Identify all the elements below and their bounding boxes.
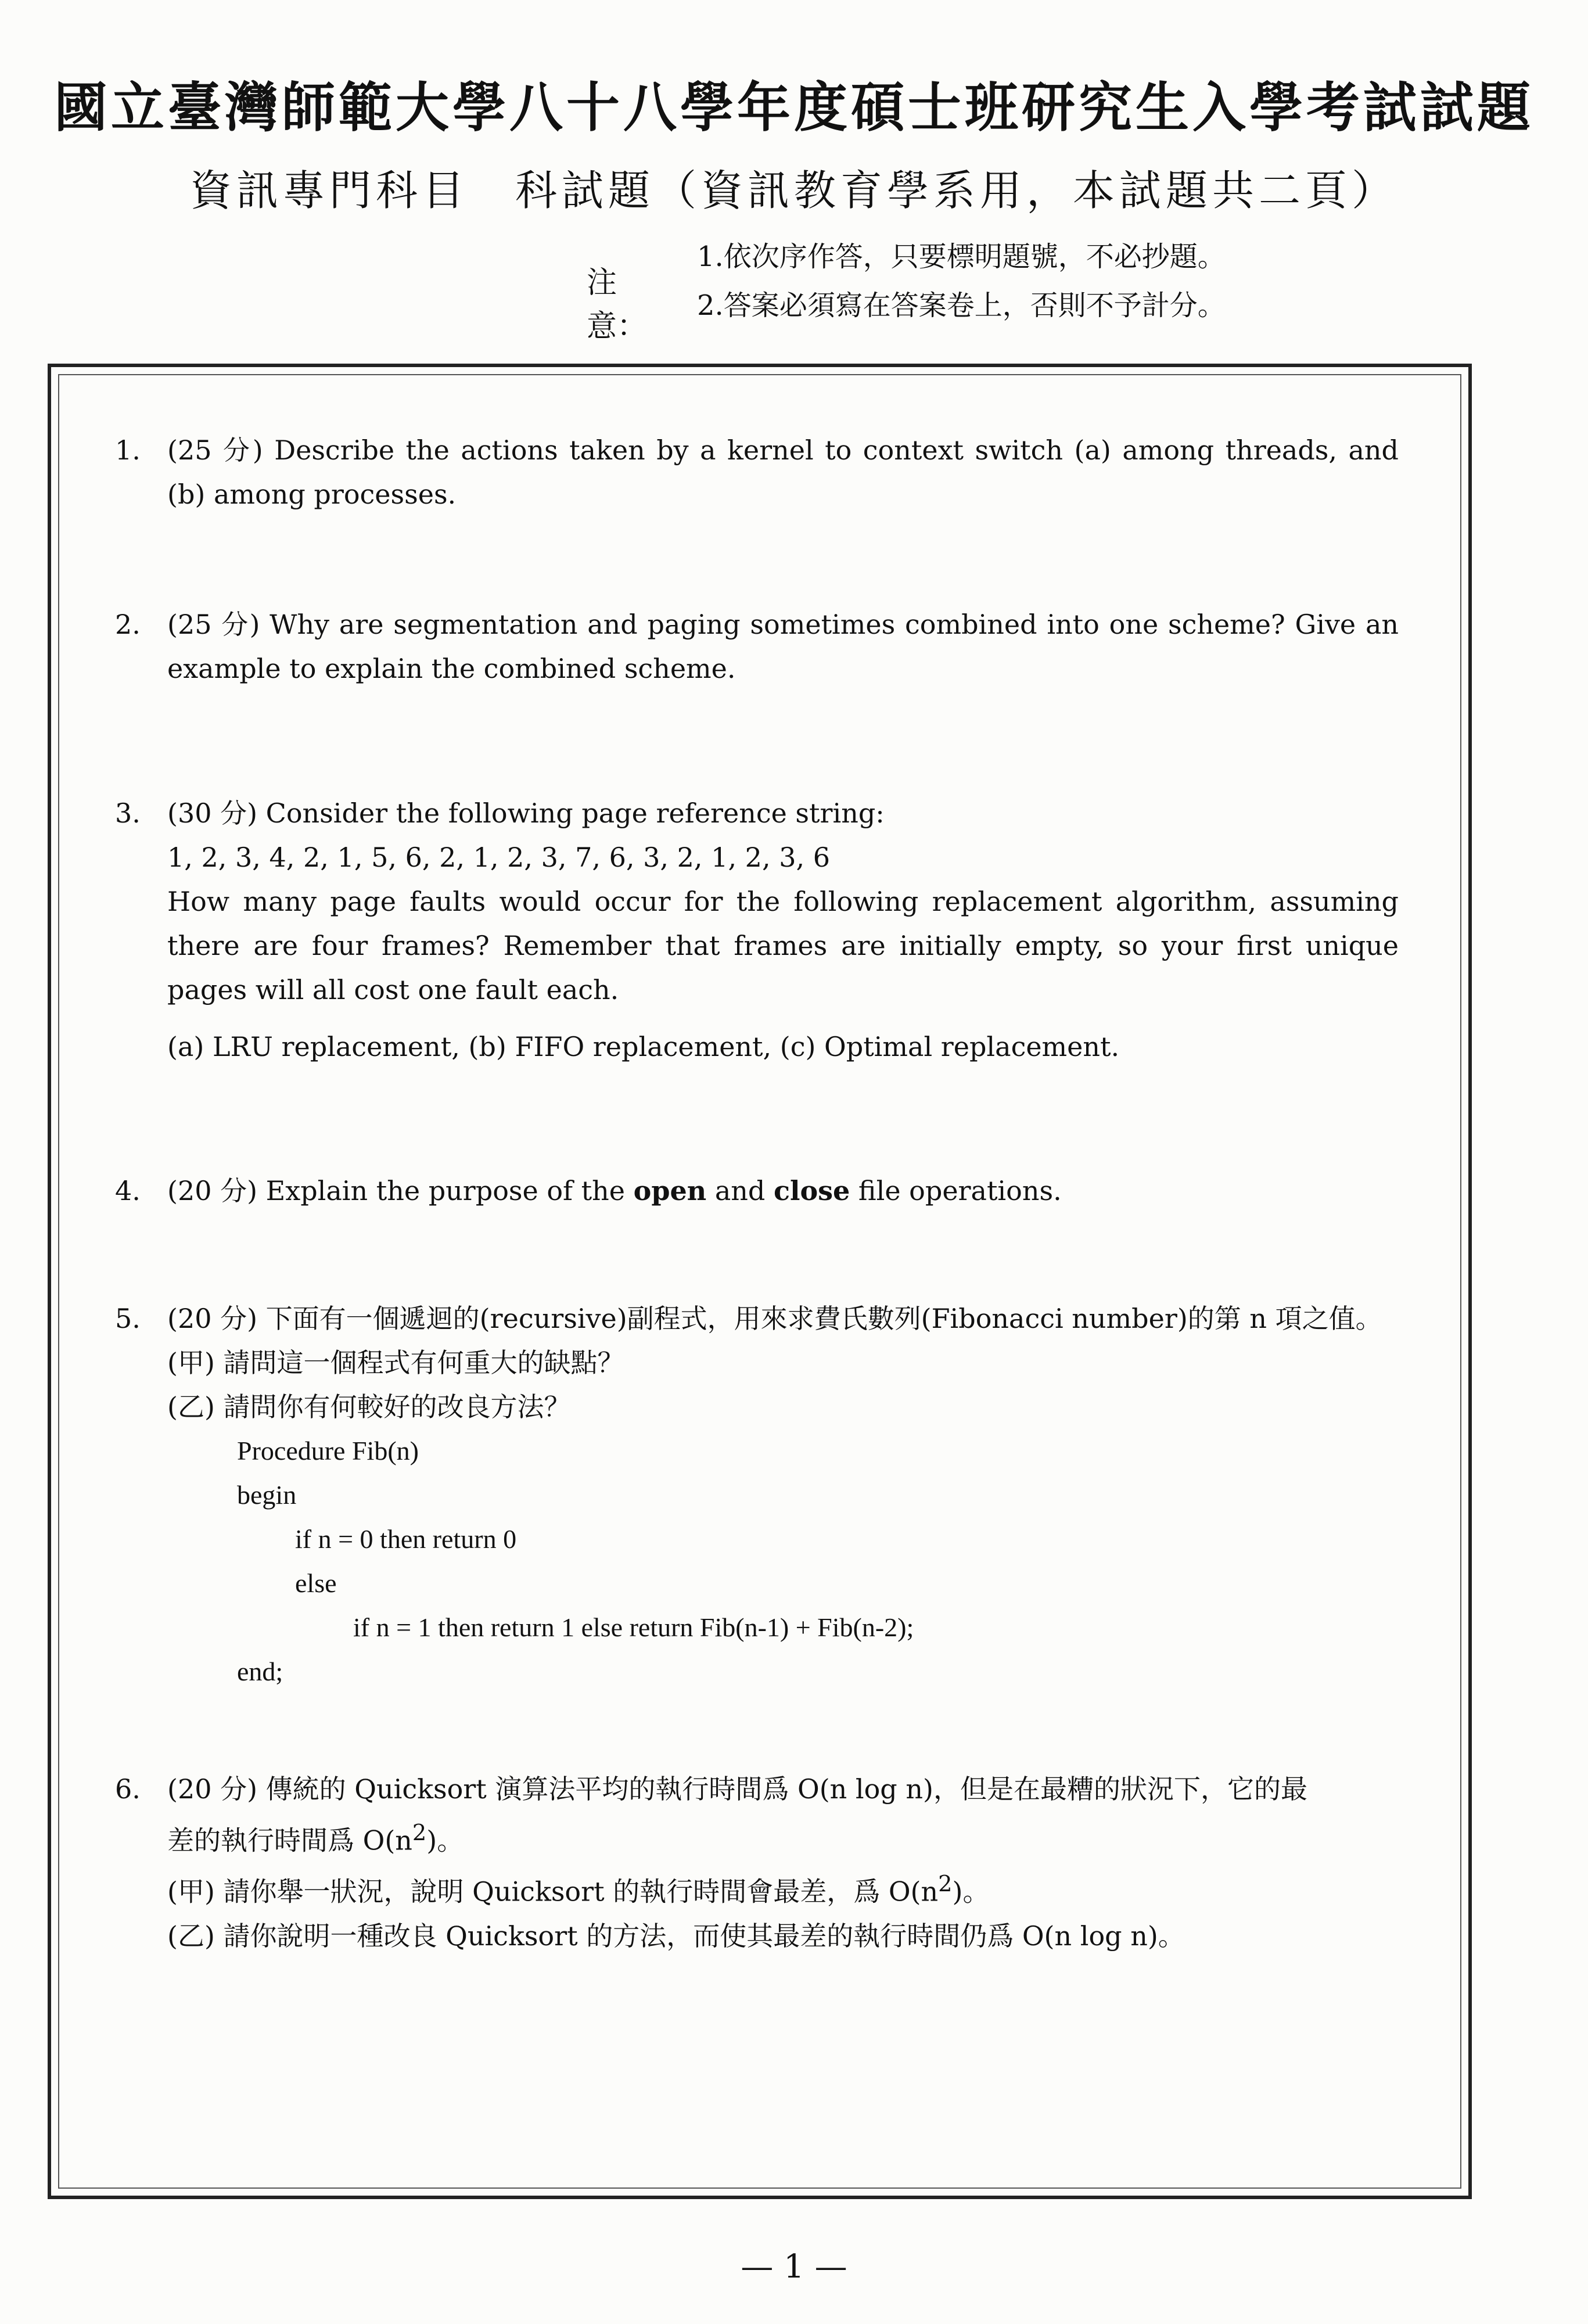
- code-line: if n = 1 then return 1 else return Fib(n-1) + Fib(n-2);: [353, 1612, 914, 1642]
- question-number: 2.: [115, 609, 141, 640]
- question-text: (25 分) Why are segmentation and paging sometimes combined into one scheme? Give an example to explain the combined scheme.: [167, 609, 1399, 684]
- keyword-close: close: [773, 1175, 850, 1206]
- question-paragraph: How many page faults would occur for the following replacement algorithm, assuming there are four frames? Remember that frames are initially empty, so your first unique pages will all cost one fault each.: [167, 886, 1399, 1005]
- question-number: 1.: [115, 434, 141, 466]
- question-text-and: and: [706, 1175, 774, 1206]
- question-text: (20 分) 下面有一個遞迴的(recursive)副程式，用來求費氏數列(Fibonacci number)的第 n 項之值。: [167, 1303, 1382, 1334]
- notice-label: 注意：: [587, 265, 648, 344]
- question-text: (20 分) 傳統的 Quicksort 演算法平均的執行時間爲 O(n log n)，但是在最糟的狀況下，它的最: [167, 1773, 1307, 1805]
- question-text-cont: [167, 1811, 1399, 1862]
- question-box: [48, 364, 1472, 2199]
- exam-subtitle: 資訊專門科目 科試題（資訊教育學系用，本試題共二頁）: [189, 166, 1398, 215]
- keyword-open: open: [633, 1175, 707, 1206]
- question-text: (30 分) Consider the following page reference string:: [167, 798, 885, 829]
- question-number: 3.: [115, 798, 141, 829]
- question-2: [115, 602, 1399, 691]
- code-line: end;: [237, 1657, 283, 1686]
- question-text-part: 差的執行時間爲 O(n: [167, 1824, 412, 1856]
- notice-item: 2.答案必須寫在答案卷上，否則不予計分。: [697, 289, 1226, 322]
- question-number: 6.: [115, 1773, 141, 1805]
- question-text-part: )。: [426, 1824, 464, 1856]
- code-line: Procedure Fib(n): [237, 1436, 419, 1465]
- sub-question-a: (甲) 請問這一個程式有何重大的缺點？: [167, 1347, 624, 1378]
- question-number: 5.: [115, 1303, 141, 1334]
- question-3: [115, 791, 1399, 1069]
- notice-items: [697, 232, 1423, 330]
- code-line: begin: [237, 1480, 297, 1510]
- question-5: [115, 1296, 1399, 1694]
- sub-question-b: (乙) 請問你有何較好的改良方法？: [167, 1391, 571, 1423]
- exam-title: 國立臺灣師範大學八十八學年度碩士班研究生入學考試試題: [53, 76, 1534, 139]
- question-1: [115, 428, 1399, 516]
- sub-question-text: )。: [952, 1876, 990, 1908]
- superscript: 2: [412, 1820, 427, 1846]
- question-text: (25 分) Describe the actions taken by a kernel to context switch (a) among threads, and (b) among processes.: [167, 434, 1399, 510]
- sub-question-a: [167, 1862, 1399, 1913]
- page-reference-string: 1, 2, 3, 4, 2, 1, 5, 6, 2, 1, 2, 3, 7, 6, 3, 2, 1, 2, 3, 6: [167, 842, 830, 873]
- question-number: 4.: [115, 1175, 141, 1206]
- sub-question-b: (乙) 請你說明一種改良 Quicksort 的方法，而使其最差的執行時間仍爲 O(n log n)。: [167, 1920, 1185, 1952]
- question-text-suffix: file operations.: [850, 1175, 1062, 1206]
- notice-item: 1.依次序作答，只要標明題號，不必抄題。: [697, 240, 1226, 273]
- question-4: [115, 1169, 1399, 1213]
- page-number: — 1 —: [741, 2248, 847, 2286]
- code-line: else: [295, 1568, 337, 1598]
- question-text-prefix: (20 分) Explain the purpose of the: [167, 1175, 634, 1206]
- sub-question-text: (甲) 請你舉一狀況，說明 Quicksort 的執行時間會最差，爲 O(n: [167, 1876, 939, 1908]
- code-line: if n = 0 then return 0: [295, 1524, 517, 1554]
- question-text: [167, 1169, 1399, 1213]
- superscript: 2: [938, 1871, 953, 1898]
- question-options: (a) LRU replacement, (b) FIFO replacement, (c) Optimal replacement.: [167, 1031, 1120, 1062]
- question-6: [115, 1767, 1399, 1958]
